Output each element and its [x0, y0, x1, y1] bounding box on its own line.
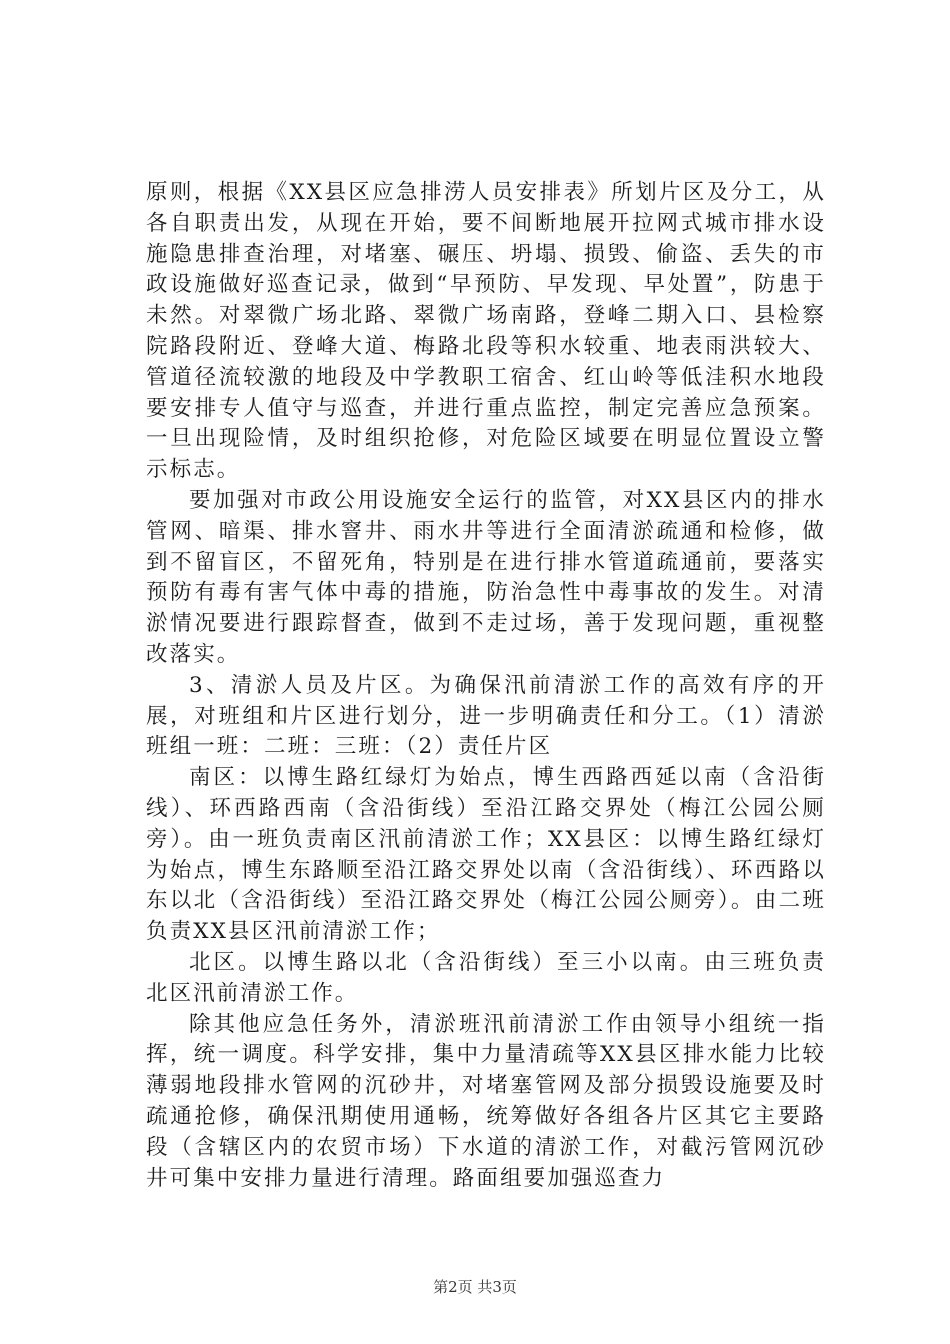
- page-number-footer: 第2页 共3页: [433, 1278, 517, 1296]
- document-body: [146, 178, 826, 1194]
- paragraph-north-zone: 北区。以博生路以北（含沿街线）至三小以南。由三班负责北区汛前清淤工作。: [146, 949, 826, 1006]
- paragraph-supervision: 要加强对市政公用设施安全运行的监管，对XX县区内的排水管网、暗渠、排水窨井、雨水井等进行全面清淤疏通和检修，做到不留盲区，不留死角，特别是在进行排水管道疏通前，要落实预防有毒有害气体中毒的措施，防治急性中毒事故的发生。对清淤情况要进行跟踪督查，做到不走过场，善于发现问题，重视整改落实。: [146, 487, 826, 667]
- paragraph-command: 除其他应急任务外，清淤班汛前清淤工作由领导小组统一指挥，统一调度。科学安排，集中力量清疏等XX县区排水能力比较薄弱地段排水管网的沉砂井，对堵塞管网及部分损毁设施要及时疏通抢修，确保汛期使用通畅，统筹做好各组各片区其它主要路段（含辖区内的农贸市场）下水道的清淤工作，对截污管网沉砂井可集中安排力量进行清理。路面组要加强巡查力: [146, 1011, 826, 1191]
- paragraph-continuation: 原则，根据《XX县区应急排涝人员安排表》所划片区及分工，从各自职责出发，从现在开始，要不间断地展开拉网式城市排水设施隐患排查治理，对堵塞、碾压、坍塌、损毁、偷盗、丢失的市政设施做好巡查记录，做到“早预防、早发现、早处置”，防患于未然。对翠微广场北路、翠微广场南路，登峰二期入口、县检察院路段附近、登峰大道、梅路北段等积水较重、地表雨洪较大、管道径流较激的地段及中学教职工宿舍、红山岭等低洼积水地段要安排专人值守与巡查，并进行重点监控，制定完善应急预案。一旦出现险情，及时组织抢修，对危险区域要在明显位置设立警示标志。: [146, 180, 826, 483]
- paragraph-south-zone: 南区：以博生路红绿灯为始点，博生西路西延以南（含沿街线）、环西路西南（含沿街线）至沿江路交界处（梅江公园公厕旁）。由一班负责南区汛前清淤工作；XX县区：以博生路红绿灯为始点，博生东路顺至沿江路交界处以南（含沿街线）、环西路以东以北（含沿街线）至沿江路交界处（梅江公园公厕旁）。由二班负责XX县区汛前清淤工作；: [146, 765, 826, 945]
- paragraph-staff-and-zones: 3、清淤人员及片区。为确保汛前清淤工作的高效有序的开展，对班组和片区进行划分，进一步明确责任和分工。（1）清淤班组一班：二班：三班：（2）责任片区: [146, 672, 826, 760]
